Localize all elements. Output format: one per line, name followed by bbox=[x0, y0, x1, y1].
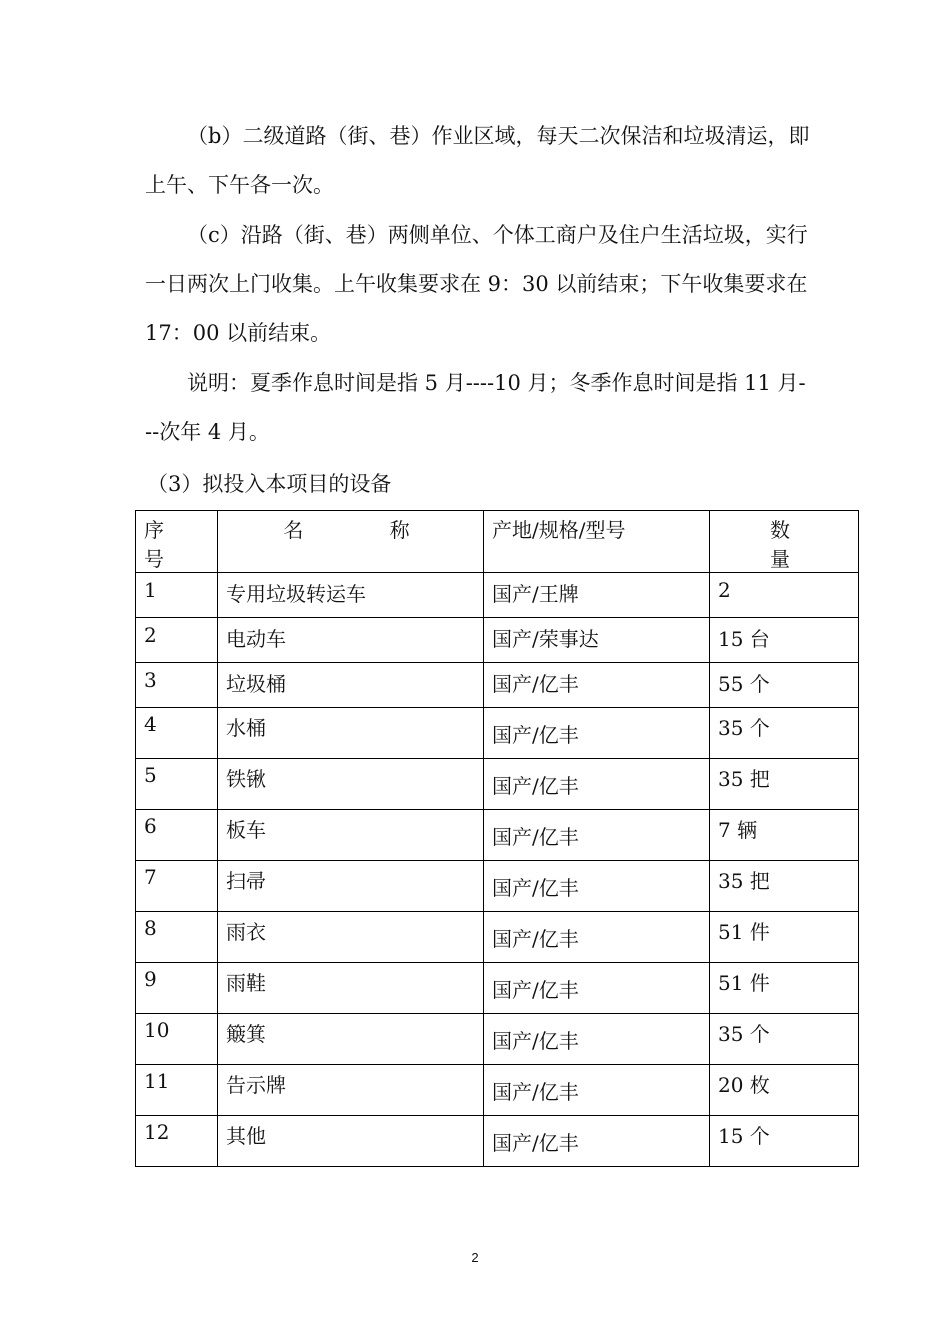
page-number: 2 bbox=[471, 1250, 479, 1265]
cell-origin: 国产/亿丰 bbox=[484, 861, 710, 912]
table-row bbox=[136, 1116, 859, 1167]
cell-seq: 4 bbox=[136, 708, 218, 759]
cell-name: 雨鞋 bbox=[218, 963, 484, 1014]
cell-origin: 国产/亿丰 bbox=[484, 759, 710, 810]
cell-name: 雨衣 bbox=[218, 912, 484, 963]
table-row bbox=[136, 912, 859, 963]
cell-seq: 10 bbox=[136, 1014, 218, 1065]
cell-seq: 12 bbox=[136, 1116, 218, 1167]
table-row bbox=[136, 708, 859, 759]
cell-quantity: 2 bbox=[710, 573, 859, 618]
cell-seq: 7 bbox=[136, 861, 218, 912]
cell-quantity: 15 台 bbox=[710, 618, 859, 663]
cell-origin: 国产/亿丰 bbox=[484, 963, 710, 1014]
cell-origin: 国产/荣事达 bbox=[484, 618, 710, 663]
cell-origin: 国产/亿丰 bbox=[484, 1014, 710, 1065]
cell-seq: 8 bbox=[136, 912, 218, 963]
cell-seq: 3 bbox=[136, 663, 218, 708]
cell-name: 板车 bbox=[218, 810, 484, 861]
cell-seq: 2 bbox=[136, 618, 218, 663]
header-seq: 序 号 bbox=[136, 511, 218, 573]
cell-seq: 1 bbox=[136, 573, 218, 618]
table-row bbox=[136, 861, 859, 912]
cell-name: 水桶 bbox=[218, 708, 484, 759]
cell-name: 铁锹 bbox=[218, 759, 484, 810]
cell-seq: 11 bbox=[136, 1065, 218, 1116]
cell-quantity: 51 件 bbox=[710, 963, 859, 1014]
table-row bbox=[136, 963, 859, 1014]
cell-quantity: 55 个 bbox=[710, 663, 859, 708]
table-row bbox=[136, 759, 859, 810]
cell-name: 垃圾桶 bbox=[218, 663, 484, 708]
header-quantity: 数 量 bbox=[710, 511, 859, 573]
cell-origin: 国产/亿丰 bbox=[484, 1116, 710, 1167]
paragraph-c: （c）沿路（街、巷）两侧单位、个体工商户及住户生活垃圾，实行一日两次上门收集。上午收集要求在 9：30 以前结束；下午收集要求在 17：00 以前结束。 bbox=[145, 223, 808, 345]
cell-name: 告示牌 bbox=[218, 1065, 484, 1116]
cell-quantity: 7 辆 bbox=[710, 810, 859, 861]
cell-name: 扫帚 bbox=[218, 861, 484, 912]
cell-quantity: 35 个 bbox=[710, 1014, 859, 1065]
cell-origin: 国产/王牌 bbox=[484, 573, 710, 618]
table-row bbox=[136, 663, 859, 708]
cell-name: 其他 bbox=[218, 1116, 484, 1167]
table-row bbox=[136, 810, 859, 861]
cell-name: 簸箕 bbox=[218, 1014, 484, 1065]
cell-origin: 国产/亿丰 bbox=[484, 708, 710, 759]
cell-quantity: 35 把 bbox=[710, 861, 859, 912]
cell-quantity: 51 件 bbox=[710, 912, 859, 963]
table-row bbox=[136, 573, 859, 618]
cell-name: 专用垃圾转运车 bbox=[218, 573, 484, 618]
table-row bbox=[136, 1065, 859, 1116]
paragraph-note: 说明：夏季作息时间是指 5 月----10 月；冬季作息时间是指 11 月---次年 4 月。 bbox=[145, 371, 806, 444]
cell-seq: 6 bbox=[136, 810, 218, 861]
cell-quantity: 35 个 bbox=[710, 708, 859, 759]
header-origin: 产地/规格/型号 bbox=[484, 511, 710, 573]
cell-quantity: 15 个 bbox=[710, 1116, 859, 1167]
header-name: 名 称 bbox=[218, 511, 484, 573]
cell-quantity: 35 把 bbox=[710, 759, 859, 810]
cell-origin: 国产/亿丰 bbox=[484, 1065, 710, 1116]
cell-origin: 国产/亿丰 bbox=[484, 912, 710, 963]
cell-origin: 国产/亿丰 bbox=[484, 810, 710, 861]
cell-seq: 5 bbox=[136, 759, 218, 810]
paragraph-b: （b）二级道路（街、巷）作业区域，每天二次保洁和垃圾清运，即上午、下午各一次。 bbox=[145, 124, 810, 197]
equipment-table bbox=[135, 510, 859, 1167]
table-row bbox=[136, 1014, 859, 1065]
cell-quantity: 20 枚 bbox=[710, 1065, 859, 1116]
cell-origin: 国产/亿丰 bbox=[484, 663, 710, 708]
cell-seq: 9 bbox=[136, 963, 218, 1014]
cell-name: 电动车 bbox=[218, 618, 484, 663]
table-row bbox=[136, 618, 859, 663]
table-header-row bbox=[136, 511, 859, 573]
section-heading: （3）拟投入本项目的设备 bbox=[147, 472, 392, 496]
